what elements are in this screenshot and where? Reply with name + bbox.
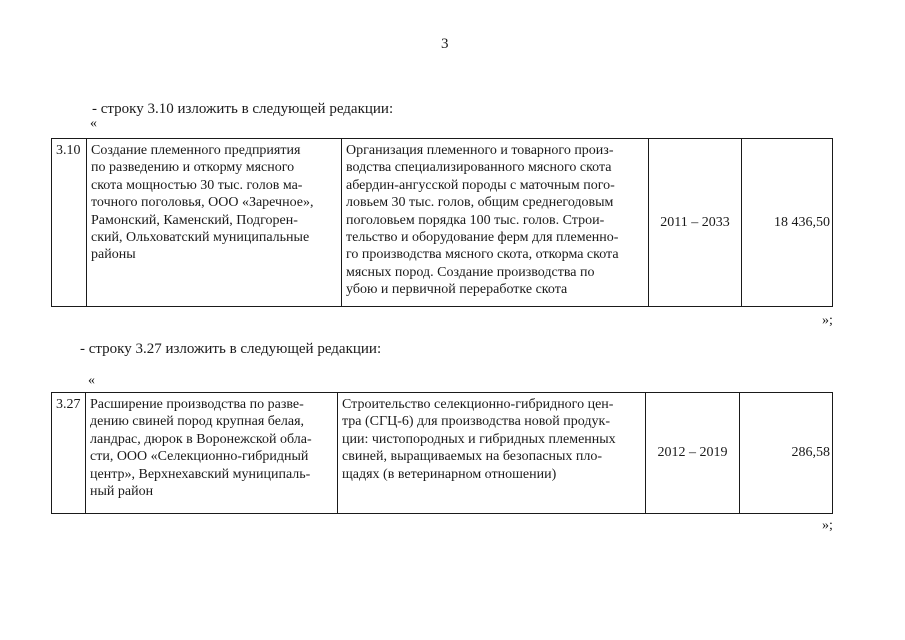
row-amount-cell: 18 436,50 [742, 139, 833, 307]
description-line: Организация племенного и товарного произ- [346, 143, 614, 158]
description-line: тельство и оборудование ферм для племенно- [346, 230, 619, 246]
name-line: сти, ООО «Селекционно-гибридный [90, 449, 309, 465]
instruction-row-3-10: - строку 3.10 изложить в следующей редакции: [92, 101, 394, 117]
row-period-cell: 2012 – 2019 [646, 393, 740, 514]
row-description-cell [342, 139, 649, 307]
table-row-3-27 [51, 392, 833, 514]
row-number-cell: 3.27 [52, 393, 86, 514]
row-name-cell [86, 393, 338, 514]
name-line: скота мощностью 30 тыс. голов ма- [91, 177, 303, 193]
open-quote-mark: « [88, 373, 95, 388]
description-line: ции: чистопородных и гибридных племенных [342, 431, 616, 447]
page-number: 3 [441, 36, 449, 52]
name-line: Расширение производства по разве- [90, 397, 304, 412]
row-period-cell: 2011 – 2033 [649, 139, 742, 307]
instruction-row-3-27: - строку 3.27 изложить в следующей редакции: [80, 341, 382, 357]
open-quote-mark: « [90, 116, 97, 131]
close-quote-mark: »; [822, 518, 833, 533]
row-description-cell [338, 393, 646, 514]
row-number-cell: 3.10 [52, 139, 87, 307]
description-line: убою и первичной переработке скота [346, 282, 568, 298]
name-line: по разведению и откорму мясного [91, 160, 295, 176]
close-quote-mark: »; [822, 313, 833, 328]
description-line: тра (СГЦ-6) для производства новой продук- [342, 414, 610, 430]
name-line: центр», Верхнехавский муниципаль- [90, 466, 311, 482]
name-line: Создание племенного предприятия [91, 143, 301, 158]
name-line: точного поголовья, ООО «Заречное», [91, 195, 314, 211]
name-line: Рамонский, Каменский, Подгорен- [91, 212, 298, 228]
row-amount-cell: 286,58 [740, 393, 833, 514]
name-line: ландрас, дюрок в Воронежской обла- [90, 431, 312, 447]
description-line: щадях (в ветеринарном отношении) [342, 466, 557, 482]
name-line: дению свиней пород крупная белая, [90, 414, 305, 430]
description-line: водства специализированного мясного скота [346, 160, 612, 176]
description-line: ловьем 30 тыс. голов, общим среднегодовым [346, 195, 614, 211]
description-line: свиней, выращиваемых на безопасных пло- [342, 449, 603, 465]
description-line: Строительство селекционно-гибридного цен- [342, 397, 614, 412]
row-name-cell [87, 139, 342, 307]
name-line: районы [91, 247, 136, 263]
name-line: ный район [90, 484, 154, 500]
table-row-3-10 [51, 138, 833, 307]
name-line: ский, Ольховатский муниципальные [91, 230, 310, 246]
description-line: поголовьем порядка 100 тыс. голов. Строи- [346, 212, 605, 228]
description-line: абердин-ангусской породы с маточным пого- [346, 177, 615, 193]
description-line: мясных пород. Создание производства по [346, 264, 595, 280]
description-line: го производства мясного скота, откорма скота [346, 247, 619, 263]
